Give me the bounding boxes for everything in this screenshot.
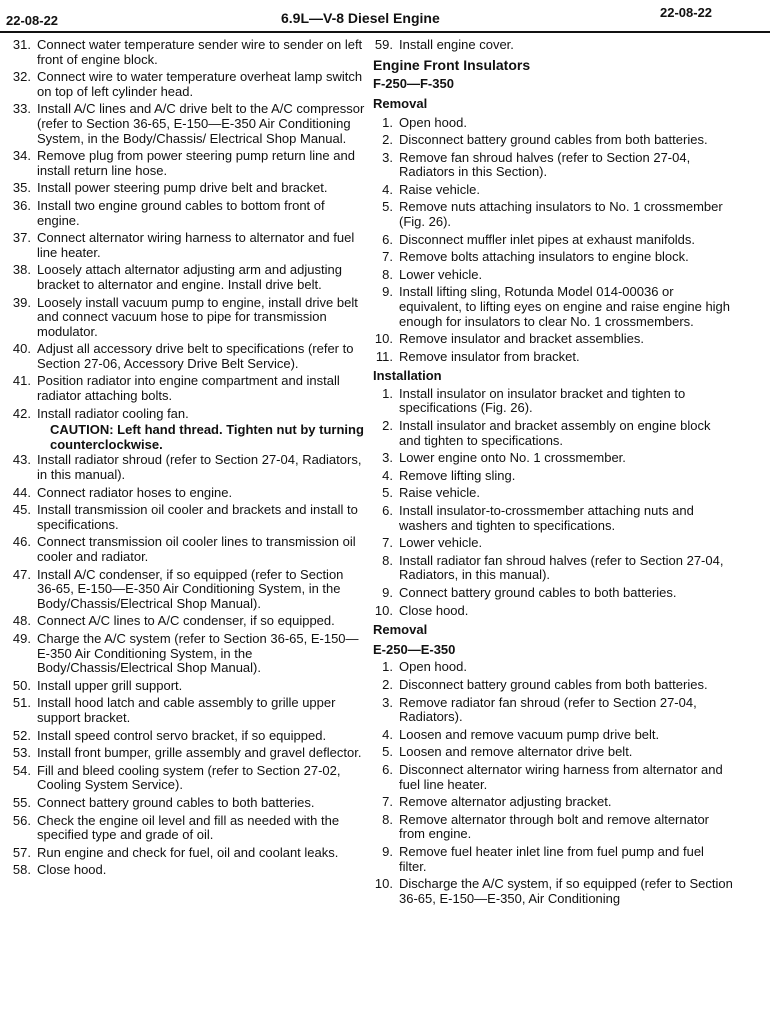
- step-number: 4.: [382, 726, 393, 742]
- step-text: Connect battery ground cables to both batteries.: [399, 585, 677, 600]
- right-column: [373, 38, 733, 906]
- step-number: 49.: [12, 630, 31, 646]
- step-text: Run engine and check for fuel, oil and coolant leaks.: [37, 844, 339, 860]
- step-text: Install engine cover.: [399, 37, 514, 52]
- step-number: 46.: [12, 534, 31, 550]
- list-item: [5, 764, 365, 793]
- step-text: Remove fan shroud halves (refer to Section 27-04, Radiators in this Section).: [399, 149, 691, 180]
- step-text: Remove insulator and bracket assemblies.: [399, 331, 644, 347]
- list-item: [373, 419, 733, 448]
- step-number: 3.: [382, 450, 393, 466]
- step-number: 4.: [382, 181, 393, 197]
- step-number: 3.: [382, 149, 393, 165]
- step-number: 41.: [12, 373, 31, 389]
- step-text: Disconnect battery ground cables from both batteries.: [399, 676, 708, 692]
- list-item: [5, 181, 365, 196]
- list-item: [373, 554, 733, 583]
- list-item: [373, 151, 733, 180]
- step-number: 34.: [12, 148, 31, 164]
- list-item: [373, 183, 733, 198]
- step-text: Connect alternator wiring harness to alternator and fuel line heater.: [37, 230, 355, 260]
- step-text: Remove insulator from bracket.: [399, 348, 580, 364]
- step-number: 52.: [12, 727, 31, 743]
- step-number: 4.: [382, 467, 393, 483]
- step-number: 33.: [12, 101, 31, 117]
- step-text: Connect transmission oil cooler lines to transmission oil cooler and radiator.: [37, 534, 356, 564]
- step-number: 7.: [382, 249, 393, 265]
- list-item: [373, 604, 733, 619]
- step-text: Close hood.: [399, 602, 469, 618]
- list-item: [5, 729, 365, 744]
- step-number: 6.: [382, 503, 393, 519]
- step-text: Install radiator cooling fan.: [37, 405, 189, 421]
- step-number: 5.: [382, 485, 393, 501]
- step-number: 2.: [382, 418, 393, 434]
- step-text: Install A/C condenser, if so equipped (refer to Section 36-65, E-150—E-350 Air Conditioning System, in the Body/Chassis/Electrical Shop Manual).: [37, 566, 344, 611]
- step-number: 1.: [382, 385, 393, 401]
- page-header: [0, 0, 770, 34]
- list-item: [5, 342, 365, 371]
- list-item: [373, 728, 733, 743]
- list-item: [5, 746, 365, 761]
- list-item: [373, 795, 733, 810]
- step-number: 31.: [12, 37, 31, 52]
- list-item: [373, 233, 733, 248]
- step-text: Disconnect alternator wiring harness from alternator and fuel line heater.: [399, 761, 723, 792]
- step-number: 57.: [12, 844, 31, 860]
- step-number: 1.: [382, 659, 393, 675]
- step-text: Open hood.: [399, 659, 467, 675]
- list-item: [5, 102, 365, 146]
- list-item: [373, 200, 733, 229]
- step-number: 10.: [374, 331, 393, 347]
- list-item: [5, 696, 365, 725]
- step-number: 6.: [382, 761, 393, 777]
- list-item: [5, 407, 365, 422]
- list-item: [373, 536, 733, 551]
- step-number: 54.: [12, 762, 31, 778]
- list-item: [5, 846, 365, 861]
- step-number: 48.: [12, 613, 31, 629]
- step-text: Loosely attach alternator adjusting arm and adjusting bracket to alternator and engine. Install drive belt.: [37, 262, 342, 292]
- section-subheading: Installation: [373, 368, 442, 384]
- step-text: Connect radiator hoses to engine.: [37, 484, 233, 500]
- step-text: Lower engine onto No. 1 crossmember.: [399, 450, 626, 466]
- list-item: [5, 263, 365, 292]
- step-text: Check the engine oil level and fill as needed with the specified type and grade of oil.: [37, 812, 340, 843]
- step-text: Position radiator into engine compartment and install radiator attaching bolts.: [37, 373, 340, 404]
- step-number: 59.: [374, 37, 393, 52]
- list-item: [373, 504, 733, 533]
- list-item: [373, 660, 733, 675]
- step-text: Lower vehicle.: [399, 535, 483, 551]
- step-number: 7.: [382, 535, 393, 551]
- caution-note: CAUTION: Left hand thread. Tighten nut by turning counterclockwise.: [50, 422, 364, 452]
- step-text: Loosely install vacuum pump to engine, install drive belt and connect vacuum hose to pipe for transmission modulator.: [37, 294, 358, 339]
- step-text: Install power steering pump drive belt and bracket.: [37, 180, 328, 196]
- step-number: 36.: [12, 197, 31, 213]
- step-text: Loosen and remove alternator drive belt.: [399, 744, 633, 760]
- step-text: Remove alternator adjusting bracket.: [399, 794, 612, 810]
- list-item: [5, 796, 365, 811]
- step-text: Install A/C lines and A/C drive belt to the A/C compressor (refer to Section 36-65, E-150—E-350 Air Conditioning System, in the Body/Chassis/ Electrical Shop Manual.: [37, 101, 365, 146]
- list-item: [373, 350, 733, 365]
- list-item: [373, 285, 733, 329]
- list-item: [373, 486, 733, 501]
- step-number: 11.: [375, 348, 393, 364]
- step-text: Remove fuel heater inlet line from fuel pump and fuel filter.: [399, 843, 704, 874]
- header-rule: [0, 31, 770, 33]
- section-subheading: Removal: [373, 622, 428, 638]
- list-item: [5, 535, 365, 564]
- step-text: Charge the A/C system (refer to Section 36-65, E-150—E-350 Air Conditioning System, in the Body/Chassis/Electrical Shop Manual).: [37, 630, 359, 676]
- list-item: [5, 503, 365, 532]
- step-text: Lower vehicle.: [399, 266, 483, 282]
- list-item: [5, 863, 365, 878]
- step-number: 58.: [12, 862, 31, 878]
- step-number: 10.: [374, 602, 393, 618]
- list-item: [373, 877, 733, 906]
- list-item: [373, 678, 733, 693]
- list-item: [5, 70, 365, 99]
- step-text: Install transmission oil cooler and brackets and install to specifications.: [37, 502, 358, 532]
- step-number: 38.: [12, 262, 31, 278]
- step-number: 51.: [12, 695, 31, 711]
- step-text: Install insulator-to-crossmember attaching nuts and washers and tighten to specifications.: [399, 503, 694, 533]
- step-text: Remove bolts attaching insulators to engine block.: [399, 249, 689, 265]
- step-number: 7.: [382, 794, 393, 810]
- step-text: Close hood.: [37, 862, 107, 878]
- step-number: 53.: [12, 745, 31, 761]
- step-text: Remove nuts attaching insulators to No. 1 crossmember (Fig. 26).: [399, 199, 723, 229]
- list-item: [373, 133, 733, 148]
- list-item: [5, 199, 365, 228]
- step-number: 6.: [382, 231, 393, 247]
- left-column: [5, 38, 365, 878]
- section-subheading: F-250—F-350: [373, 76, 454, 92]
- list-item: [373, 696, 733, 725]
- step-number: 9.: [382, 843, 393, 859]
- step-number: 47.: [12, 566, 31, 582]
- step-number: 5.: [382, 199, 393, 215]
- step-text: Raise vehicle.: [399, 485, 480, 501]
- page-number-left: 22-08-22: [6, 13, 59, 28]
- step-text: Install insulator and bracket assembly on engine block and tighten to specifications.: [399, 418, 711, 448]
- step-text: Connect battery ground cables to both batteries.: [37, 794, 315, 810]
- step-number: 1.: [382, 115, 393, 131]
- list-item: [5, 231, 365, 260]
- step-text: Disconnect battery ground cables from both batteries.: [399, 131, 708, 147]
- list-item: [373, 745, 733, 760]
- step-text: Remove alternator through bolt and remove alternator from engine.: [399, 811, 710, 842]
- list-item: [5, 374, 365, 403]
- list-item: [5, 614, 365, 629]
- step-number: 8.: [382, 266, 393, 282]
- step-text: Install radiator fan shroud halves (refer to Section 27-04, Radiators, in this manual).: [399, 552, 724, 583]
- list-item: [373, 451, 733, 466]
- page-title: 6.9L—V-8 Diesel Engine: [281, 10, 440, 26]
- step-text: Disconnect muffler inlet pipes at exhaust manifolds.: [399, 231, 696, 247]
- step-number: 56.: [12, 812, 31, 828]
- step-number: 43.: [12, 452, 31, 468]
- page-number-right: 22-08-22: [660, 5, 713, 20]
- list-item: [5, 38, 365, 67]
- step-text: Install radiator shroud (refer to Section 27-04, Radiators, in this manual).: [37, 452, 362, 483]
- step-text: Install two engine ground cables to bottom front of engine.: [37, 197, 325, 228]
- list-item: [373, 268, 733, 283]
- list-item: [5, 453, 365, 482]
- step-text: Remove plug from power steering pump return line and install return line hose.: [37, 148, 355, 178]
- step-text: Install upper grill support.: [37, 677, 183, 693]
- step-number: 55.: [12, 794, 31, 810]
- step-number: 45.: [12, 502, 31, 518]
- list-item: [373, 845, 733, 874]
- step-number: 2.: [382, 131, 393, 147]
- list-item: [5, 632, 365, 676]
- step-number: 2.: [382, 676, 393, 692]
- step-text: Connect water temperature sender wire to sender on left front of engine block.: [37, 37, 363, 67]
- step-number: 10.: [374, 876, 393, 892]
- step-text: Remove radiator fan shroud (refer to Section 27-04, Radiators).: [399, 694, 697, 725]
- list-item: [373, 586, 733, 601]
- list-item: [373, 387, 733, 416]
- step-text: Loosen and remove vacuum pump drive belt.: [399, 726, 660, 742]
- step-text: Open hood.: [399, 115, 467, 131]
- step-number: 39.: [12, 294, 31, 310]
- step-text: Connect wire to water temperature overheat lamp switch on top of left cylinder head.: [37, 69, 363, 99]
- list-item: [373, 813, 733, 842]
- list-item: [373, 250, 733, 265]
- list-item: [373, 763, 733, 792]
- step-text: Install hood latch and cable assembly to grille upper support bracket.: [37, 695, 336, 725]
- list-item: [373, 38, 733, 53]
- step-text: Install lifting sling, Rotunda Model 014-00036 or equivalent, to lifting eyes on engine and raise engine high enough for insulators to clear No. 1 crossmembers.: [399, 284, 731, 329]
- step-number: 8.: [382, 552, 393, 568]
- list-item: [373, 332, 733, 347]
- list-item: [5, 568, 365, 612]
- step-number: 40.: [12, 341, 31, 357]
- section-subheading: Removal: [373, 95, 428, 111]
- step-text: Remove lifting sling.: [399, 467, 516, 483]
- list-item: [373, 116, 733, 131]
- section-heading: Engine Front Insulators: [373, 56, 531, 73]
- list-item: [5, 486, 365, 501]
- step-text: Connect A/C lines to A/C condenser, if so equipped.: [37, 613, 335, 629]
- step-number: 8.: [382, 811, 393, 827]
- list-item: [5, 679, 365, 694]
- list-item: [5, 296, 365, 340]
- list-item: [5, 814, 365, 843]
- list-item: [5, 149, 365, 178]
- step-text: Adjust all accessory drive belt to specifications (refer to Section 27-06, Accessory Drive Belt Service).: [37, 341, 354, 371]
- step-number: 9.: [382, 284, 393, 300]
- step-number: 44.: [12, 484, 31, 500]
- step-number: 37.: [12, 230, 31, 246]
- step-text: Install front bumper, grille assembly and gravel deflector.: [37, 745, 362, 761]
- step-text: Raise vehicle.: [399, 181, 480, 197]
- step-text: Discharge the A/C system, if so equipped (refer to Section 36-65, E-150—E-350, Air Conditioning: [399, 876, 733, 906]
- step-number: 32.: [12, 69, 31, 85]
- step-number: 35.: [12, 180, 31, 196]
- step-text: Install speed control servo bracket, if so equipped.: [37, 727, 327, 743]
- step-number: 9.: [382, 585, 393, 600]
- section-subheading: E-250—E-350: [373, 641, 456, 657]
- step-number: 42.: [12, 405, 31, 421]
- step-number: 3.: [382, 694, 393, 710]
- step-text: Fill and bleed cooling system (refer to Section 27-02, Cooling System Service).: [37, 762, 341, 793]
- list-item: [373, 469, 733, 484]
- step-number: 50.: [12, 677, 31, 693]
- step-number: 5.: [382, 744, 393, 760]
- step-text: Install insulator on insulator bracket and tighten to specifications (Fig. 26).: [399, 385, 686, 416]
